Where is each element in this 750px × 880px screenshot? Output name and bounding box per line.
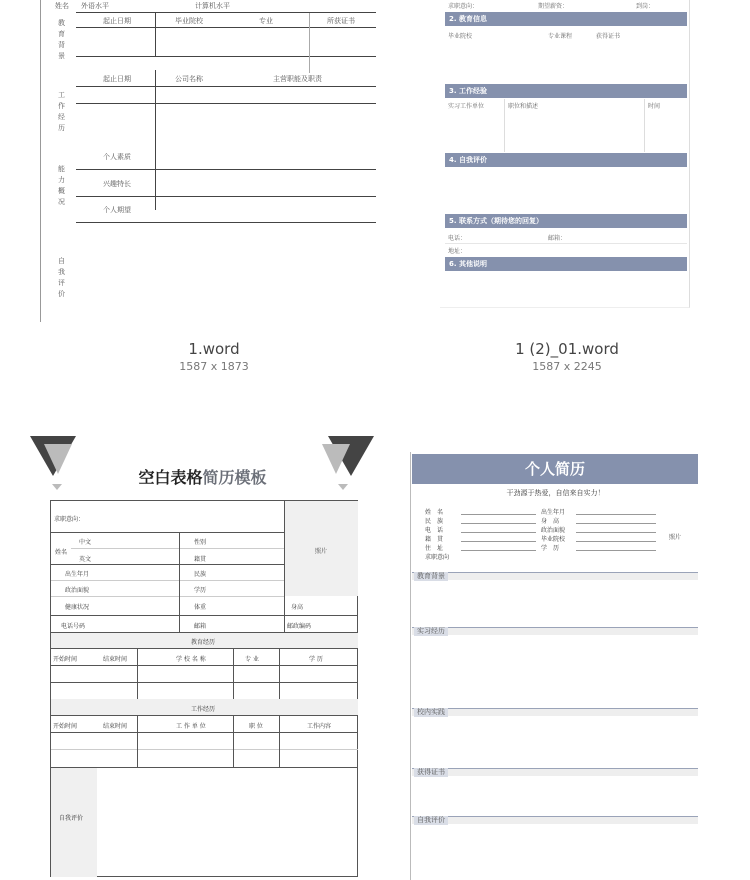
field-job: 求职意向： <box>448 3 479 10</box>
divider <box>51 749 358 750</box>
label-name: 姓名 <box>55 549 68 556</box>
divider <box>137 648 138 699</box>
divider <box>51 564 284 565</box>
label-name-cn: 中文 <box>79 539 92 546</box>
edu-header-cert: 所获证书 <box>327 17 355 25</box>
edu-header-date: 起止日期 <box>103 17 131 25</box>
resume-header: 个人简历 <box>412 454 698 484</box>
field-phone: 电 话 <box>425 527 444 534</box>
divider <box>179 532 180 632</box>
work-col-position: 职 位 <box>249 723 263 730</box>
label-gender: 性别 <box>194 539 207 546</box>
underline <box>576 532 656 533</box>
divider <box>51 580 284 581</box>
section-label-certificates: 获得证书 <box>414 768 448 777</box>
divider <box>445 243 687 244</box>
work-col-start: 开始时间 <box>53 723 78 730</box>
field-position: 职位和描述 <box>508 103 539 110</box>
section-work: 工作经历 <box>58 91 65 132</box>
title-main: 空白表格 <box>138 468 203 487</box>
section-bar-work: 3. 工作经验 <box>445 84 687 98</box>
label-nation: 民族 <box>194 571 207 578</box>
section-ability: 能力概况 <box>58 165 65 206</box>
field-job-intention: 求职意向 <box>425 554 450 561</box>
divider <box>309 13 310 73</box>
work-col-end: 结束时间 <box>103 723 128 730</box>
divider <box>71 548 284 549</box>
work-header-date: 起止日期 <box>103 75 131 83</box>
divider <box>76 12 376 13</box>
label-health: 健康状况 <box>65 604 90 611</box>
label-language: 外语水平 <box>81 2 109 10</box>
section-education: 教育经历 <box>191 639 216 646</box>
work-header-duty: 主营职能及职责 <box>273 75 322 83</box>
divider <box>644 99 645 152</box>
file-dimensions: 1587 x 2245 <box>532 360 602 373</box>
divider <box>76 169 376 170</box>
work-col-company: 工 作 单 位 <box>176 723 206 730</box>
ability-expect: 个人期望 <box>103 206 131 214</box>
label-weight: 体重 <box>194 604 207 611</box>
field-degree: 学 历 <box>541 545 560 552</box>
divider <box>504 99 505 152</box>
label-computer: 计算机水平 <box>195 2 230 10</box>
field-birthday: 出生年月 <box>541 509 566 516</box>
edu-header-major: 专业 <box>259 17 273 25</box>
underline <box>576 541 656 542</box>
label-email: 邮箱 <box>194 623 207 630</box>
photo-label: 照片 <box>669 534 682 541</box>
underline <box>461 541 536 542</box>
label-edu: 学历 <box>194 587 207 594</box>
field-salary: 期望薪资： <box>538 3 569 10</box>
divider <box>76 222 376 223</box>
section-label-campus: 校内实践 <box>414 708 448 717</box>
label-phone: 电话号码 <box>61 623 86 630</box>
divider <box>284 501 285 632</box>
divider <box>51 665 358 666</box>
section-bar-other: 6. 其他说明 <box>445 257 687 271</box>
title-accent: 简历模板 <box>202 468 267 487</box>
field-company: 实习工作单位 <box>448 103 485 110</box>
divider <box>155 13 156 57</box>
label-birthday: 出生年月 <box>65 571 90 578</box>
divider <box>76 56 376 57</box>
edu-col-major: 专 业 <box>245 656 259 663</box>
underline <box>576 523 656 524</box>
field-name: 姓 名 <box>425 509 444 516</box>
divider <box>51 682 358 683</box>
divider <box>51 632 358 633</box>
field-height: 身 高 <box>541 518 560 525</box>
section-self-eval: 自我评价 <box>58 257 65 298</box>
section-bar-certificates <box>412 768 698 776</box>
resume-thumbnail-2[interactable] <box>440 0 690 308</box>
edu-header-school: 毕业院校 <box>175 17 203 25</box>
field-certs: 获得证书 <box>596 33 621 40</box>
section-label-education: 教育背景 <box>414 572 448 581</box>
section-bar-education: 2. 教育信息 <box>445 12 687 26</box>
underline <box>461 514 536 515</box>
divider <box>76 103 376 104</box>
divider <box>76 27 376 28</box>
file-dimensions: 1587 x 1873 <box>179 360 249 373</box>
divider <box>51 596 284 597</box>
divider <box>51 532 284 533</box>
resume-thumbnail-1[interactable] <box>40 0 380 322</box>
field-school: 毕业院校 <box>541 536 566 543</box>
underline <box>461 532 536 533</box>
divider <box>137 715 138 767</box>
caption-2 <box>437 340 697 373</box>
label-height: 身高 <box>291 604 304 611</box>
work-header-company: 公司名称 <box>175 75 203 83</box>
divider <box>279 715 280 767</box>
divider <box>51 715 358 716</box>
divider <box>76 196 376 197</box>
label-name-en: 英文 <box>79 556 92 563</box>
ability-hobby: 兴趣特长 <box>103 180 131 188</box>
section-bar-internship <box>412 627 698 635</box>
template-title <box>30 465 375 488</box>
resume-thumbnail-4[interactable] <box>410 452 700 880</box>
divider <box>51 648 358 649</box>
section-label-self-eval: 自我评价 <box>414 816 448 825</box>
underline <box>461 550 536 551</box>
divider <box>51 615 358 616</box>
label-politics: 政治面貌 <box>65 587 90 594</box>
file-name: 1.word <box>188 340 240 358</box>
divider <box>233 648 234 699</box>
divider <box>51 767 358 768</box>
edu-col-start: 开始时间 <box>53 656 78 663</box>
edu-col-degree: 学 历 <box>309 656 323 663</box>
section-bar-education <box>412 572 698 580</box>
label-name: 姓名 <box>55 2 69 10</box>
underline <box>576 550 656 551</box>
edu-col-end: 结束时间 <box>103 656 128 663</box>
section-bar-self-eval <box>412 816 698 824</box>
field-phone: 电话： <box>448 235 467 242</box>
label-self-eval: 自我评价 <box>59 815 84 822</box>
divider <box>51 732 358 733</box>
section-bar-self: 4. 自我评价 <box>445 153 687 167</box>
resume-thumbnail-3[interactable] <box>30 430 375 880</box>
work-col-content: 工作内容 <box>307 723 332 730</box>
resume-motto: 干劲源于热爱，自信来自实力！ <box>506 489 605 497</box>
ability-quality: 个人素质 <box>103 153 131 161</box>
field-address: 住 址 <box>425 545 444 552</box>
field-time: 时间 <box>648 103 661 110</box>
edu-col-school: 学 校 名 称 <box>176 656 206 663</box>
divider <box>155 70 156 210</box>
field-nation: 民 族 <box>425 518 444 525</box>
section-label-internship: 实习经历 <box>414 627 448 636</box>
section-education: 教育背景 <box>58 19 65 60</box>
divider <box>233 715 234 767</box>
label-job: 求职意向： <box>54 516 85 523</box>
section-bar-contact: 5. 联系方式（期待您的回复） <box>445 214 687 228</box>
divider <box>76 86 376 87</box>
underline <box>461 523 536 524</box>
section-work: 工作经历 <box>191 706 216 713</box>
resume-table <box>50 500 358 877</box>
field-arrival: 到岗： <box>636 3 655 10</box>
section-bar-campus <box>412 708 698 716</box>
field-origin: 籍 贯 <box>425 536 444 543</box>
underline <box>576 514 656 515</box>
divider <box>279 648 280 699</box>
field-school: 毕业院校 <box>448 33 473 40</box>
file-name: 1 (2)_01.word <box>515 340 619 358</box>
field-address: 地址： <box>448 248 467 255</box>
field-politics: 政治面貌 <box>541 527 566 534</box>
self-eval-label-cell <box>51 768 97 877</box>
label-postcode: 邮政编码 <box>287 623 312 630</box>
label-photo: 照片 <box>315 548 328 555</box>
field-email: 邮箱： <box>548 235 567 242</box>
field-courses: 专业课程 <box>548 33 573 40</box>
label-origin: 籍贯 <box>194 556 207 563</box>
caption-1 <box>84 340 344 373</box>
